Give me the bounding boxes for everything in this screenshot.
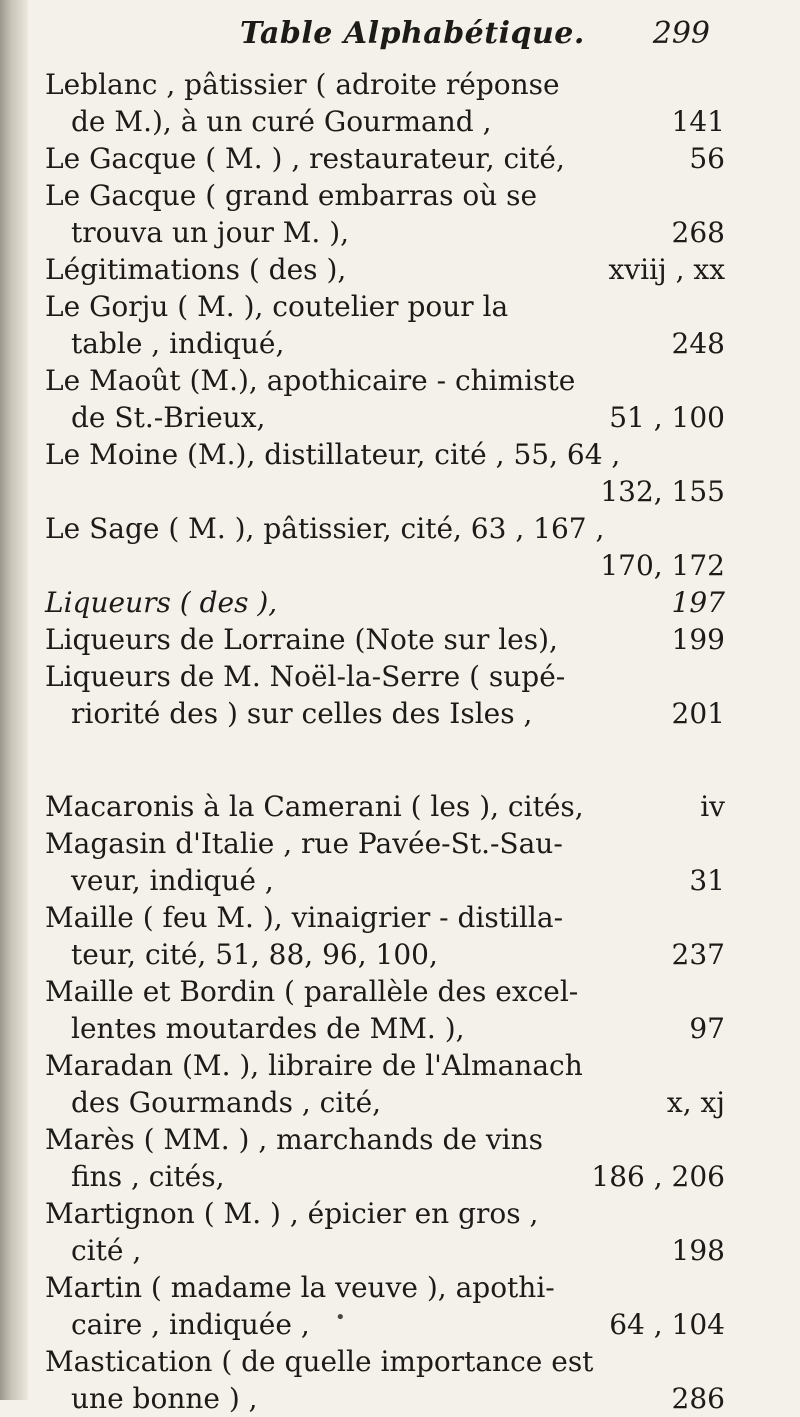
index-line — [45, 399, 725, 436]
entry-text: Liqueurs de Lorraine (Note sur les), — [45, 623, 558, 656]
index-entry — [45, 436, 725, 510]
index-entry — [45, 1121, 725, 1195]
entry-text: lentes moutardes de MM. ), — [71, 1012, 465, 1045]
index-entry — [45, 621, 725, 658]
book-binding-edge — [0, 0, 28, 1400]
index-line — [45, 288, 725, 325]
entry-text: de M.), à un curé Gourmand , — [71, 105, 492, 138]
page-title: Table Alphabétique. — [240, 16, 585, 51]
page-reference: 97 — [689, 1012, 725, 1045]
index-entry — [45, 66, 725, 140]
index-line — [45, 436, 725, 473]
index-line — [45, 1121, 725, 1158]
index-entry — [45, 1195, 725, 1269]
entry-text: Maille ( feu M. ), vinaigrier - distilla- — [45, 901, 564, 934]
entry-text: Le Moine (M.), distillateur, cité , 55, 64 , — [45, 438, 621, 471]
index-line — [45, 973, 725, 1010]
index-line — [45, 658, 725, 695]
index-line — [45, 584, 725, 621]
index-line — [45, 510, 725, 547]
page-reference: 170, 172 — [600, 549, 725, 582]
index-line — [45, 1269, 725, 1306]
index-entry — [45, 1047, 725, 1121]
page-reference — [715, 658, 725, 695]
page-reference — [715, 973, 725, 1010]
page-reference: 199 — [671, 623, 725, 656]
page-reference: 268 — [671, 216, 725, 249]
index-line — [45, 1380, 725, 1417]
page-reference: 186 , 206 — [591, 1160, 725, 1193]
entry-text: Magasin d'Italie , rue Pavée-St.-Sau- — [45, 827, 563, 860]
entry-text: Légitimations ( des ), — [45, 253, 347, 286]
page-reference — [715, 510, 725, 547]
page-reference — [715, 436, 725, 473]
index-line — [45, 936, 725, 973]
index-entry — [45, 251, 725, 288]
index-line — [45, 621, 725, 658]
page-reference: 197 — [671, 586, 725, 619]
index-entry — [45, 140, 725, 177]
page-reference: 51 , 100 — [609, 401, 725, 434]
page-reference: 248 — [671, 327, 725, 360]
entry-text: caire , indiquée , — [71, 1308, 310, 1341]
index-line — [45, 695, 725, 732]
index-line — [45, 1343, 725, 1380]
page-header — [240, 16, 710, 56]
index-entry — [45, 510, 725, 584]
entry-text: Le Gacque ( grand embarras où se — [45, 179, 538, 212]
index-line — [45, 1047, 725, 1084]
entry-text: Martin ( madame la veuve ), apothi- — [45, 1271, 555, 1304]
page-reference — [715, 899, 725, 936]
page-number: 299 — [652, 16, 710, 51]
entry-text: une bonne ) , — [71, 1382, 258, 1415]
index-line — [45, 362, 725, 399]
page-reference — [715, 362, 725, 399]
entry-text: des Gourmands , cité, — [71, 1086, 382, 1119]
entry-text: cité , — [71, 1234, 142, 1267]
page-reference — [715, 288, 725, 325]
page-reference: 201 — [671, 697, 725, 730]
index-entry — [45, 899, 725, 973]
page-reference: 141 — [671, 105, 725, 138]
page-reference — [715, 825, 725, 862]
entry-text: veur, indiqué , — [71, 864, 274, 897]
entry-text: Marès ( MM. ) , marchands de vins — [45, 1123, 544, 1156]
index-entry — [45, 362, 725, 436]
section-gap — [45, 732, 725, 788]
entry-text: de St.-Brieux, — [71, 401, 266, 434]
page-reference: iv — [700, 790, 725, 823]
index-line — [45, 177, 725, 214]
book-page — [45, 0, 765, 1415]
entry-text: Martignon ( M. ) , épicier en gros , — [45, 1197, 539, 1230]
index-line — [45, 325, 725, 362]
index-entries — [45, 66, 725, 1417]
page-reference: xviij , xx — [608, 253, 725, 286]
index-line — [45, 1084, 725, 1121]
page-reference — [715, 1343, 725, 1380]
page-reference: 56 — [689, 142, 725, 175]
entry-text: fins , cités, — [71, 1160, 225, 1193]
index-line — [45, 1306, 725, 1343]
index-entry — [45, 584, 725, 621]
footer-mark: • — [335, 1307, 346, 1328]
index-entry — [45, 658, 725, 732]
page-reference: 237 — [671, 938, 725, 971]
entry-text: Mastication ( de quelle importance est — [45, 1345, 594, 1378]
index-line — [45, 788, 725, 825]
index-line — [45, 825, 725, 862]
index-line — [45, 862, 725, 899]
page-reference: 198 — [671, 1234, 725, 1267]
entry-text: Liqueurs ( des ), — [45, 586, 278, 619]
index-line — [45, 1195, 725, 1232]
index-entry — [45, 788, 725, 825]
page-reference: 286 — [671, 1382, 725, 1415]
page-reference — [715, 1269, 725, 1306]
page-reference: 132, 155 — [600, 475, 725, 508]
entry-text: Leblanc , pâtissier ( adroite réponse — [45, 68, 560, 101]
index-line — [45, 1232, 725, 1269]
index-line — [45, 103, 725, 140]
index-line — [45, 251, 725, 288]
page-reference: x, xj — [666, 1086, 725, 1119]
index-entry — [45, 177, 725, 251]
index-line — [45, 66, 725, 103]
entry-text: table , indiqué, — [71, 327, 285, 360]
entry-text: Maradan (M. ), libraire de l'Almanach — [45, 1049, 583, 1082]
index-line — [45, 214, 725, 251]
index-entry — [45, 1269, 725, 1343]
page-reference — [715, 1195, 725, 1232]
entry-text: riorité des ) sur celles des Isles , — [71, 697, 533, 730]
page-reference — [715, 1121, 725, 1158]
index-line — [45, 547, 725, 584]
entry-text: trouva un jour M. ), — [71, 216, 350, 249]
index-line — [45, 899, 725, 936]
index-line — [45, 473, 725, 510]
entry-text: Macaronis à la Camerani ( les ), cités, — [45, 790, 584, 823]
index-line — [45, 1158, 725, 1195]
index-entry — [45, 973, 725, 1047]
page-reference — [715, 66, 725, 103]
index-entry — [45, 288, 725, 362]
page-reference — [715, 177, 725, 214]
index-entry — [45, 825, 725, 899]
page-reference: 31 — [689, 864, 725, 897]
entry-text: Maille et Bordin ( parallèle des excel- — [45, 975, 579, 1008]
index-line — [45, 1010, 725, 1047]
page-reference: 64 , 104 — [609, 1308, 725, 1341]
index-line — [45, 140, 725, 177]
entry-text: teur, cité, 51, 88, 96, 100, — [71, 938, 438, 971]
entry-text: Le Sage ( M. ), pâtissier, cité, 63 , 167 , — [45, 512, 605, 545]
index-entry — [45, 1343, 725, 1417]
entry-text: Le Gorju ( M. ), coutelier pour la — [45, 290, 509, 323]
entry-text: Liqueurs de M. Noël-la-Serre ( supé- — [45, 660, 566, 693]
entry-text: Le Maoût (M.), apothicaire - chimiste — [45, 364, 576, 397]
page-reference — [715, 1047, 725, 1084]
entry-text: Le Gacque ( M. ) , restaurateur, cité, — [45, 142, 565, 175]
